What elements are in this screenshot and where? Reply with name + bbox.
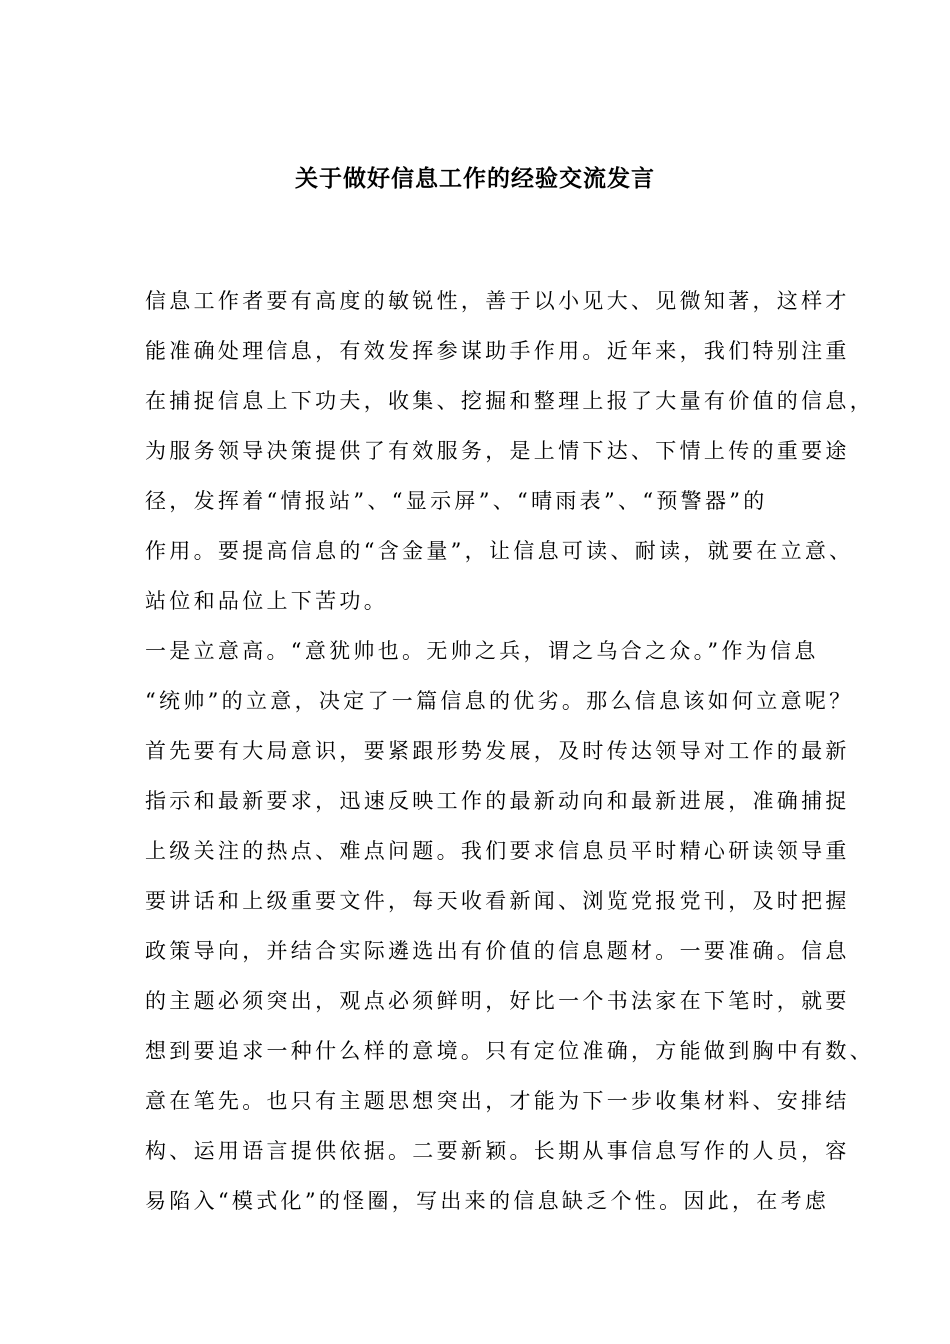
document-body	[145, 276, 874, 1226]
body-line: 意在笔先。也只有主题思想突出，才能为下一步收集材料、安排结	[145, 1089, 850, 1113]
body-line: 站位和品位上下苦功。	[145, 589, 388, 613]
body-line: 在捕捉信息上下功夫，收集、挖掘和整理上报了大量有价值的信息，	[145, 389, 874, 413]
body-line: 为服务领导决策提供了有效服务，是上情下达、下情上传的重要途	[145, 439, 850, 463]
body-line: 上级关注的热点、难点问题。我们要求信息员平时精心研读领导重	[145, 839, 850, 863]
document-title: 关于做好信息工作的经验交流发言	[295, 165, 655, 192]
body-line: 的主题必须突出，观点必须鲜明，好比一个书法家在下笔时，就要	[145, 989, 850, 1013]
body-line: 一是立意高。“意犹帅也。无帅之兵，谓之乌合之众。”作为信息	[145, 639, 819, 663]
body-line: 政策导向，并结合实际遴选出有价值的信息题材。一要准确。信息	[145, 939, 850, 963]
body-line: 想到要追求一种什么样的意境。只有定位准确，方能做到胸中有数、	[145, 1039, 874, 1063]
body-line: 构、运用语言提供依据。二要新颖。长期从事信息写作的人员，容	[145, 1139, 850, 1163]
body-line: 首先要有大局意识，要紧跟形势发展，及时传达领导对工作的最新	[145, 739, 850, 763]
body-line: “统帅”的立意，决定了一篇信息的优劣。那么信息该如何立意呢？	[145, 689, 854, 713]
body-line: 径，发挥着“情报站”、“显示屏”、“晴雨表”、“预警器”的	[145, 489, 768, 513]
body-line: 能准确处理信息，有效发挥参谋助手作用。近年来，我们特别注重	[145, 339, 850, 363]
body-line: 信息工作者要有高度的敏锐性，善于以小见大、见微知著，这样才	[145, 289, 850, 313]
body-line: 易陷入“模式化”的怪圈，写出来的信息缺乏个性。因此，在考虑	[145, 1189, 830, 1213]
body-line: 要讲话和上级重要文件，每天收看新闻、浏览党报党刊，及时把握	[145, 889, 850, 913]
body-line: 指示和最新要求，迅速反映工作的最新动向和最新进展，准确捕捉	[145, 789, 850, 813]
body-line: 作用。要提高信息的“含金量”，让信息可读、耐读，就要在立意、	[145, 539, 854, 563]
